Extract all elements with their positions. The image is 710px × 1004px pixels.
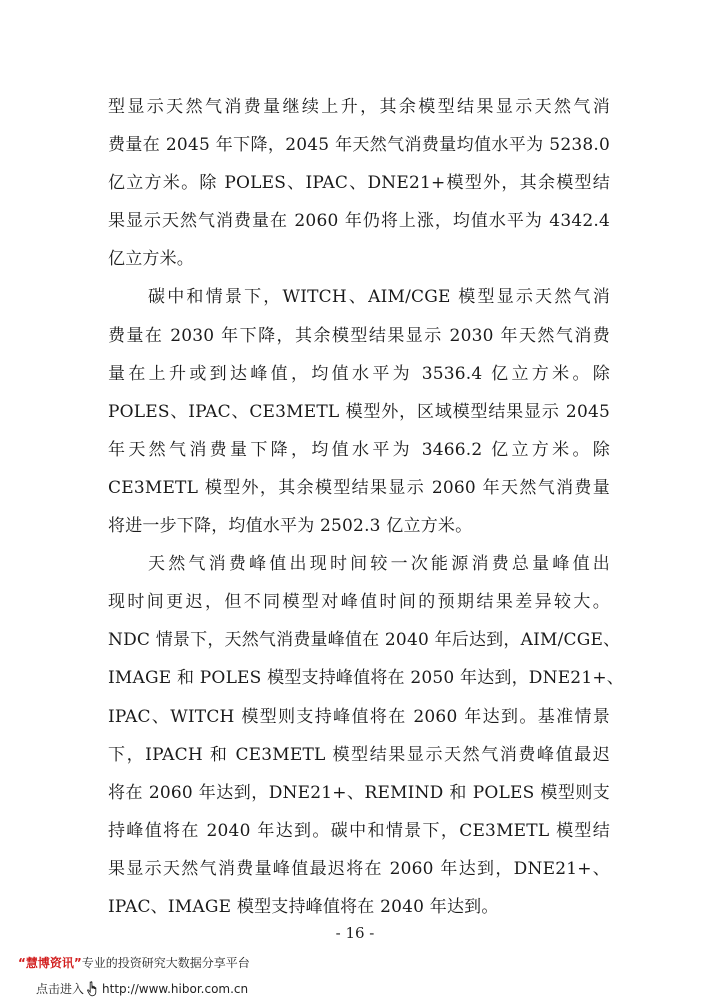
text-line: 量在上升或到达峰值，均值水平为 3536.4 亿立方米。除 (108, 363, 610, 384)
text-line: 果显示天然气消费量在 2060 年仍将上涨，均值水平为 4342.4 (108, 211, 610, 232)
text-line: NDC 情景下，天然气消费量峰值在 2040 年后达到，AIM/CGE、 (108, 630, 621, 651)
paragraph (108, 88, 610, 278)
text-line: 持峰值将在 2040 年达到。碳中和情景下，CE3METL 模型结 (108, 820, 610, 841)
text-line: 碳中和情景下，WITCH、AIM/CGE 模型显示天然气消 (148, 287, 610, 308)
document-body (108, 88, 624, 926)
text-line: 费量在 2045 年下降，2045 年天然气消费量均值水平为 5238.0 (108, 135, 610, 156)
text-line: 将进一步下降，均值水平为 2502.3 亿立方米。 (108, 516, 473, 537)
page-number: - 16 - (335, 924, 375, 942)
text-line: 型显示天然气消费量继续上升，其余模型结果显示天然气消 (108, 97, 610, 117)
text-line: 费量在 2030 年下降，其余模型结果显示 2030 年天然气消费 (108, 325, 610, 346)
footer-link-row[interactable] (36, 980, 248, 997)
pointing-hand-icon (86, 981, 100, 997)
footer-click-text: 点击进入 (36, 982, 85, 996)
text-line: 将在 2060 年达到，DNE21+、REMIND 和 POLES 模型则支 (108, 782, 610, 803)
text-line: POLES、IPAC、CE3METL 模型外，区域模型结果显示 2045 (108, 401, 610, 422)
paragraph (108, 278, 610, 545)
hibor-link[interactable]: http://www.hibor.com.cn (102, 981, 249, 996)
text-line: 年天然气消费量下降，均值水平为 3466.2 亿立方米。除 (108, 439, 610, 460)
text-line: 果显示天然气消费量峰值最迟将在 2060 年达到，DNE21+、 (108, 858, 610, 879)
text-line: IMAGE 和 POLES 模型支持峰值将在 2050 年达到，DNE21+、 (108, 668, 624, 689)
text-line: 现时间更迟，但不同模型对峰值时间的预期结果差异较大。 (108, 592, 610, 613)
paragraph (108, 545, 624, 926)
text-line: 亿立方米。 (108, 249, 194, 270)
text-line: 下，IPACH 和 CE3METL 模型结果显示天然气消费峰值最迟 (108, 744, 610, 765)
text-line: IPAC、IMAGE 模型支持峰值将在 2040 年达到。 (108, 896, 499, 917)
text-line: 亿立方米。除 POLES、IPAC、DNE21+模型外，其余模型结 (108, 173, 610, 194)
footer-tagline: 专业的投资研究大数据分享平台 (81, 956, 250, 970)
footer-brand: “慧博资讯” (18, 956, 82, 970)
text-line: 天然气消费峰值出现时间较一次能源消费总量峰值出 (148, 554, 610, 575)
footer-tagline-row (18, 954, 250, 971)
text-line: CE3METL 模型外，其余模型结果显示 2060 年天然气消费量 (108, 477, 610, 498)
text-line: IPAC、WITCH 模型则支持峰值将在 2060 年达到。基准情景 (108, 706, 610, 727)
